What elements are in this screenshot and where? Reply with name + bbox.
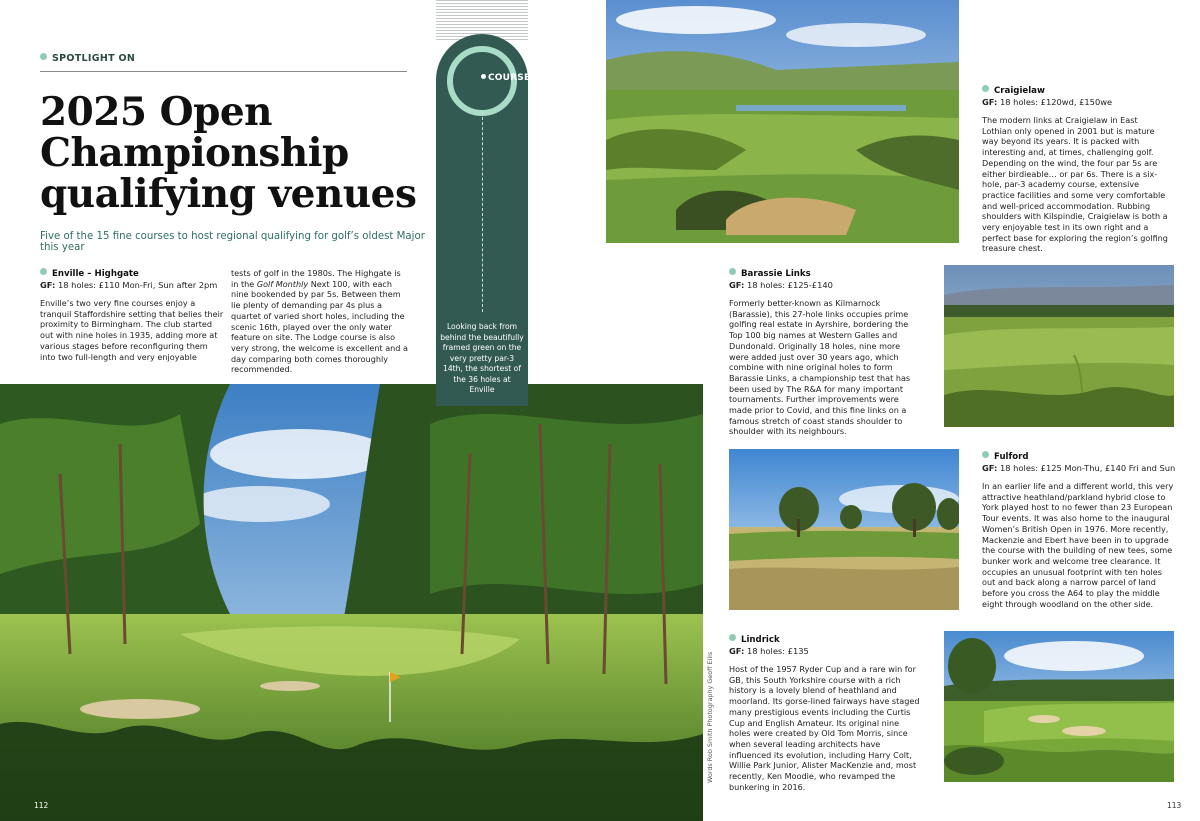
enville-col2-text-rest: Next 100, with each nine bookended by par 5s. Between them lie plenty of demanding par 4s plus a quartet of varied short holes, including the scenic 16th, played over the only water feature on site. The Lodge course is also very strong, the welcome is excellent and a day comparing both comes thoroughly recommended. (231, 278, 408, 375)
gf-label: GF: (982, 463, 998, 473)
magazine-name: Golf Monthly (256, 278, 309, 289)
gf-value: 18 holes: £135 (746, 646, 809, 656)
gf-value: 18 holes: £125 Mon-Thu, £140 Fri and Sun (999, 463, 1176, 473)
barassie-name: Barassie Links (741, 269, 811, 279)
header-divider (40, 71, 407, 72)
standfirst: Five of the 15 fine courses to host regional qualifying for golf’s oldest Major this year (40, 231, 425, 253)
craigielaw-name-row (982, 85, 1170, 96)
kicker-label: SPOTLIGHT ON (52, 53, 136, 64)
lindrick-photo (944, 631, 1174, 782)
fulford-body: In an earlier life and a different world, this very attractive heathland/parkland hybrid close to York played host to no fewer than 23 European Tour events. It was also home to the inaugural Women’s British Open in 1976. More recently, Mackenzie and Ebert have been in to upgrade the course with the building of new tees, some bunker work and welcome tree clearance. It occupies an unusual footprint with ten holes out and back along a narrow parcel of land before you cross the A64 to play the middle eight through woodland on the other side. (982, 481, 1174, 609)
enville-entry (40, 268, 225, 362)
tab-label-text: COURSES (488, 73, 538, 83)
enville-col2-text: tests of golf in the 1980s. The Highgate is in the (231, 268, 401, 289)
lindrick-name: Lindrick (741, 635, 780, 645)
title-line-2: Championship (40, 130, 349, 176)
enville-body-col2 (231, 268, 409, 375)
bullet-dot-icon (729, 634, 736, 641)
enville-name-row (40, 268, 225, 279)
gf-value: 18 holes: £125-£140 (746, 280, 833, 290)
tab-dashed-line (482, 112, 483, 312)
enville-green-fee (40, 280, 225, 290)
enville-photo (0, 384, 703, 821)
barassie-name-row (729, 268, 921, 279)
section-tab-label (481, 73, 537, 83)
fulford-name: Fulford (994, 452, 1029, 462)
bullet-dot-icon (40, 268, 47, 275)
section-kicker (40, 53, 135, 64)
credit-text: Words Rob Smith Photography Geoff Ellis (706, 651, 714, 783)
craigielaw-body: The modern links at Craigielaw in East Lothian only opened in 2001 but is mature way beyond its years. It is packed with interesting and, at times, challenging golf. Depending on the wind, the four par 5s are either birdieable… or par 6s. There is a six-hole, par-3 academy course, extensive practice facilities and some very comfortable and well-priced accommodation. Rubbing shoulders with Kilspindie, Craigielaw is both a very enjoyable test in its own right and a perfect base for exploring the region’s golfing treasure chest. (982, 115, 1168, 254)
gf-label: GF: (729, 280, 745, 290)
title-line-1: 2025 Open (40, 89, 273, 135)
lindrick-name-row (729, 634, 921, 645)
gf-label: GF: (40, 280, 56, 290)
gf-value: 18 holes: £120wd, £150we (999, 97, 1113, 107)
page-number-right: 113 (1167, 801, 1182, 810)
bullet-dot-icon (982, 85, 989, 92)
craigielaw-green-fee (982, 97, 1170, 107)
bullet-dot-icon (481, 74, 486, 79)
enville-name: Enville – Highgate (52, 269, 139, 279)
barassie-green-fee (729, 280, 921, 290)
title-line-3: qualifying venues (40, 171, 417, 217)
page-number-left: 112 (34, 801, 49, 810)
craigielaw-entry (982, 85, 1170, 254)
bullet-dot-icon (40, 53, 47, 60)
enville-body-col1: Enville’s two very fine courses enjoy a tranquil Staffordshire setting that belies their proximity to Birmingham. The club started out with nine holes in 1935, adding more at various stages before reconfiguring them into two full-length and very enjoyable (40, 298, 224, 362)
barassie-photo (944, 265, 1174, 427)
bullet-dot-icon (729, 268, 736, 275)
barassie-entry (729, 268, 921, 437)
fulford-name-row (982, 451, 1174, 462)
lindrick-green-fee (729, 646, 921, 656)
fulford-entry (982, 451, 1174, 609)
gf-label: GF: (729, 646, 745, 656)
craigielaw-name: Craigielaw (994, 86, 1045, 96)
craigielaw-photo (606, 0, 959, 243)
gf-value: 18 holes: £110 Mon-Fri, Sun after 2pm (57, 280, 218, 290)
fulford-photo (729, 449, 959, 610)
lindrick-entry (729, 634, 921, 792)
photo-credit (698, 645, 712, 785)
barassie-body: Formerly better-known as Kilmarnock (Barassie), this 27-hole links occupies prime golfing real estate in Ayrshire, bordering the Top 100 big names at Western Galles and Dundonald. Originally 18 holes, nine more were added just over 30 years ago, which combine with nine original holes to form Barassie Links, a championship test that has been used by The R&A for many important tournaments. Further improvements were made prior to Covid, and this fine links on a famous stretch of coast stands shoulder to shoulder with its neighbours. (729, 298, 911, 437)
gf-label: GF: (982, 97, 998, 107)
fulford-green-fee (982, 463, 1174, 473)
photo-caption: Looking back from behind the beautifully framed green on the very pretty par-3 14th, the shortest of the 36 holes at Enville (440, 322, 524, 394)
lindrick-body: Host of the 1957 Ryder Cup and a rare win for GB, this South Yorkshire course with a rich history is a lovely blend of heathland and moorland. Its gorse-lined fairways have staged many prestigious events including the Curtis Cup and English Amateur. Its original nine holes were created by Old Tom Morris, since when several leading architects have influenced its evolution, including Harry Colt, Willie Park Junior, Alister MacKenzie and, most recently, Ken Moodie, who revamped the bunkering in 2016. (729, 664, 920, 792)
bullet-dot-icon (982, 451, 989, 458)
page-title (40, 89, 430, 217)
